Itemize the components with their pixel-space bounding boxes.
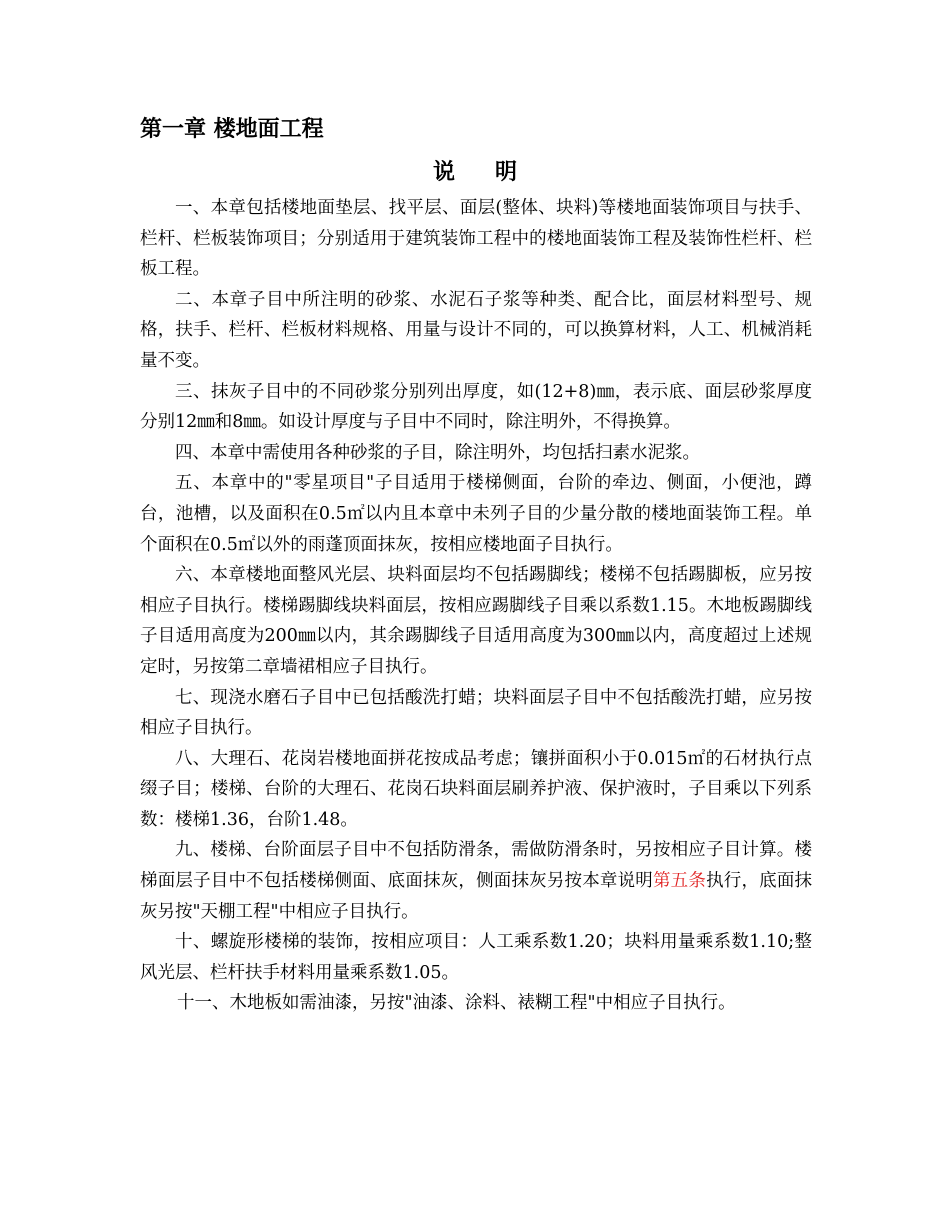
paragraph-3: 三、抹灰子目中的不同砂浆分别列出厚度，如(12+8)㎜，表示底、面层砂浆厚度分别12㎜和8㎜。如设计厚度与子目中不同时，除注明外，不得换算。: [140, 381, 812, 433]
paragraph-1: 一、本章包括楼地面垫层、找平层、面层(整体、块料)等楼地面装饰项目与扶手、栏杆、栏板装饰项目；分别适用于建筑装饰工程中的楼地面装饰工程及装饰性栏杆、栏板工程。: [140, 198, 812, 280]
section-title: 说明: [432, 160, 557, 185]
paragraph-2: 二、本章子目中所注明的砂浆、水泥石子浆等种类、配合比，面层材料型号、规格，扶手、栏杆、栏板材料规格、用量与设计不同的，可以换算材料，人工、机械消耗量不变。: [140, 289, 812, 371]
paragraph-6: 六、本章楼地面整风光层、块料面层均不包括踢脚线；楼梯不包括踢脚板，应另按相应子目执行。楼梯踢脚线块料面层，按相应踢脚线子目乘以系数1.15。木地板踢脚线子目适用高度为200㎜以内，其余踢脚线子目适用高度为300㎜以内，高度超过上述规定时，另按第二章墙裙相应子目执行。: [140, 565, 812, 677]
clause-reference-link[interactable]: 第五条: [652, 871, 707, 892]
paragraph-9-text-start: 九、楼梯、台阶面层子目中不包括防滑条，需做防滑条时，另按相应子目计算。楼梯面层子目中不包括楼梯侧面、底面抹灰，侧面抹灰另按本章说明: [140, 840, 812, 892]
paragraph-7: 七、现浇水磨石子目中已包括酸洗打蜡；块料面层子目中不包括酸洗打蜡，应另按相应子目执行。: [140, 687, 812, 739]
paragraph-5: 五、本章中的"零星项目"子目适用于楼梯侧面，台阶的牵边、侧面，小便池，蹲台，池槽，以及面积在0.5㎡以内且本章中未列子目的少量分散的楼地面装饰工程。单个面积在0.5㎡以外的雨蓬顶面抹灰，按相应楼地面子目执行。: [140, 473, 812, 555]
paragraph-10: 十、螺旋形楼梯的装饰，按相应项目：人工乘系数1.20；块料用量乘系数1.10;整风光层、栏杆扶手材料用量乘系数1.05。: [140, 932, 812, 983]
paragraph-8: 八、大理石、花岗岩楼地面拼花按成品考虑；镶拼面积小于0.015㎡的石材执行点缀子目；楼梯、台阶的大理石、花岗石块料面层刷养护液、保护液时，子目乘以下列系数：楼梯1.36，台阶1.48。: [140, 748, 812, 830]
paragraph-9: [140, 835, 812, 927]
chapter-title: 第一章 楼地面工程: [140, 117, 324, 142]
paragraph-4: 四、本章中需使用各种砂浆的子目，除注明外，均包括扫素水泥浆。: [175, 442, 700, 463]
explanation-body: [140, 193, 812, 1019]
paragraph-11: 十一、木地板如需油漆，另按"油漆、涂料、裱糊工程"中相应子目执行。: [177, 993, 736, 1014]
paragraph-9-text-end: 执行，底面抹灰另按"天棚工程"中相应子目执行。: [140, 871, 813, 922]
